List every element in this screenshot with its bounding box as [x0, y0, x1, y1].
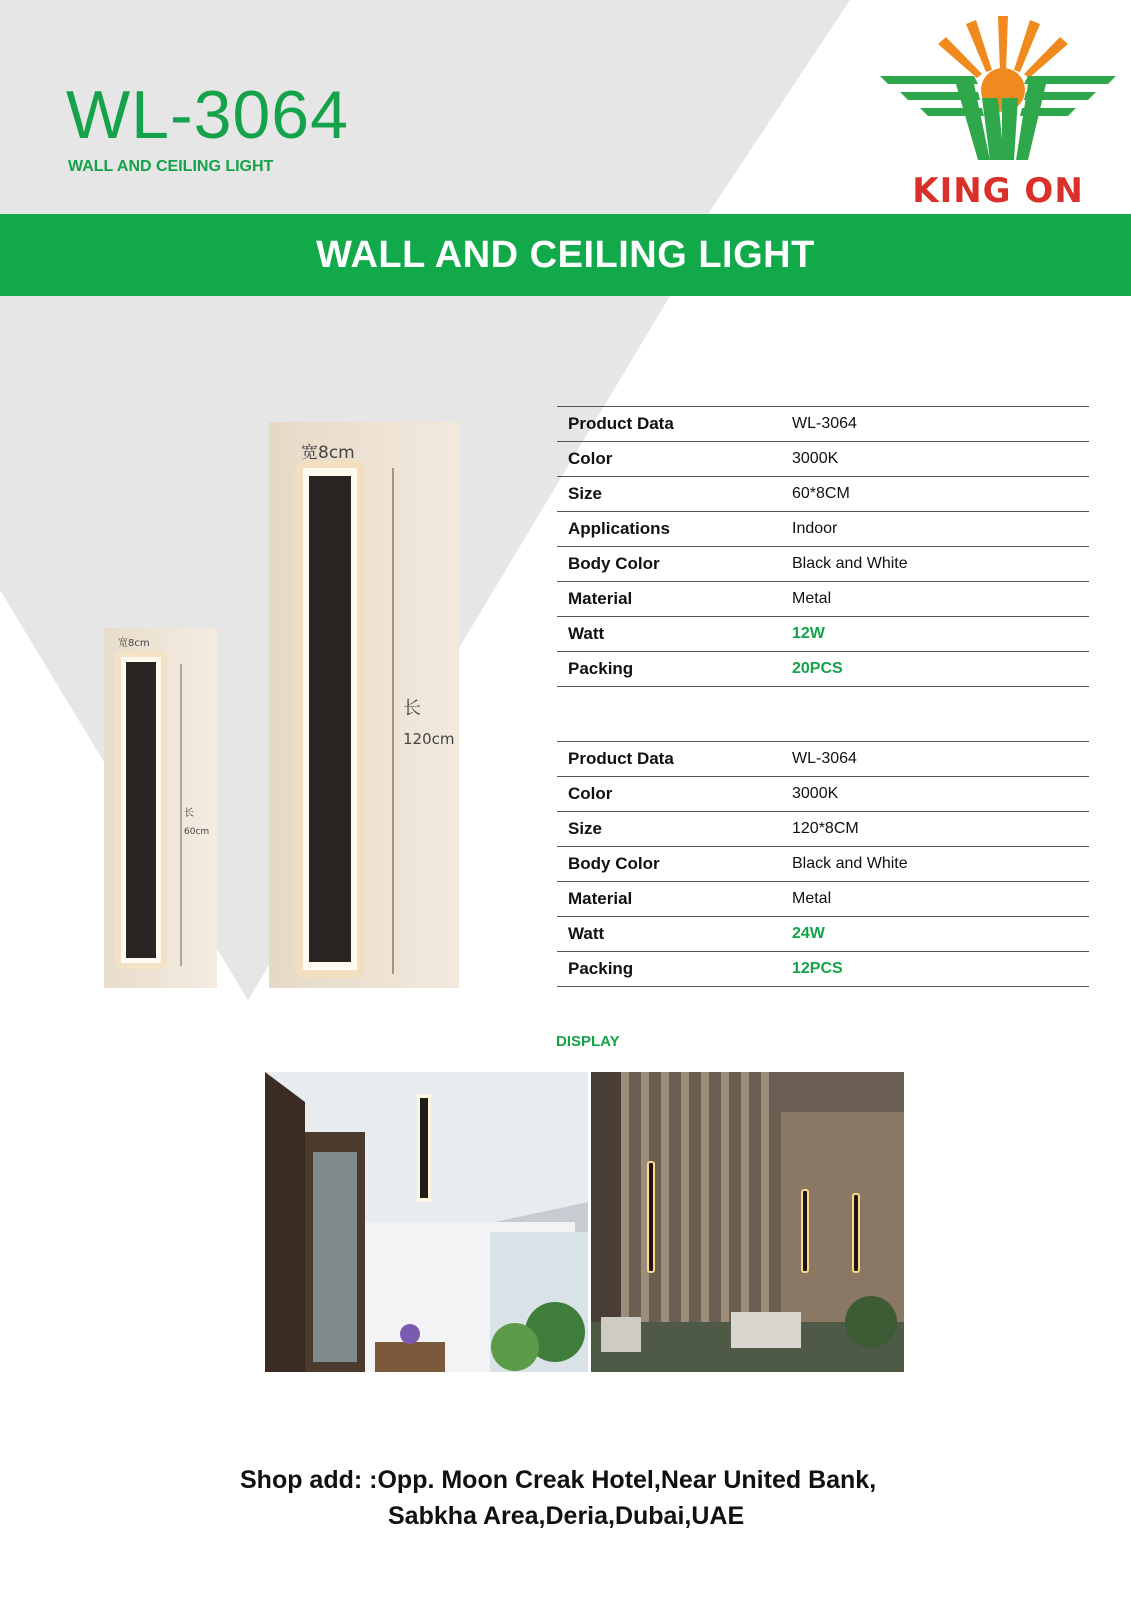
spec-value: Black and White — [781, 847, 1089, 882]
spec-value: 3000K — [781, 777, 1089, 812]
display-photo-wall — [591, 1072, 904, 1372]
spec-key: Body Color — [557, 847, 781, 882]
length-label-cn: 长 — [184, 808, 194, 819]
table-row — [557, 617, 1089, 652]
spec-value-watt: 24W — [781, 917, 1089, 952]
table-row — [557, 917, 1089, 952]
product-image-120cm — [269, 422, 459, 988]
table-row — [557, 777, 1089, 812]
table-row — [557, 547, 1089, 582]
spec-value: 120*8CM — [781, 812, 1089, 847]
table-row — [557, 742, 1089, 777]
spec-key: Watt — [557, 617, 781, 652]
spec-value: 60*8CM — [781, 477, 1089, 512]
spec-value: Black and White — [781, 547, 1089, 582]
spec-key: Size — [557, 477, 781, 512]
table-row — [557, 442, 1089, 477]
king-on-logo — [878, 10, 1118, 210]
spec-value: 3000K — [781, 442, 1089, 477]
spec-table-60cm — [557, 406, 1089, 687]
length-label: 120cm — [403, 730, 455, 748]
spec-value-packing: 12PCS — [781, 952, 1089, 987]
display-photo-ceiling — [265, 1072, 588, 1372]
width-label: 宽8cm — [118, 638, 150, 649]
address-line-2: Sabkha Area,Deria,Dubai,UAE — [388, 1502, 745, 1530]
shop-address — [240, 1462, 876, 1534]
spec-key: Size — [557, 812, 781, 847]
spec-key: Material — [557, 882, 781, 917]
spec-key: Color — [557, 442, 781, 477]
table-row — [557, 512, 1089, 547]
spec-value: Indoor — [781, 512, 1089, 547]
spec-key: Body Color — [557, 547, 781, 582]
table-row — [557, 847, 1089, 882]
model-number-title: WL-3064 — [66, 77, 349, 153]
spec-value: Metal — [781, 882, 1089, 917]
display-label: DISPLAY — [556, 1033, 620, 1050]
table-row — [557, 407, 1089, 442]
spec-key: Color — [557, 777, 781, 812]
title-banner — [0, 214, 1131, 296]
table-row — [557, 812, 1089, 847]
table-row — [557, 952, 1089, 987]
length-label: 60cm — [184, 827, 210, 837]
banner-title: WALL AND CEILING LIGHT — [316, 233, 815, 276]
address-line-1: Shop add: :Opp. Moon Creak Hotel,Near United Bank, — [240, 1466, 877, 1494]
spec-value-watt: 12W — [781, 617, 1089, 652]
spec-key: Packing — [557, 652, 781, 687]
spec-value: Metal — [781, 582, 1089, 617]
spec-table-120cm — [557, 741, 1089, 987]
spec-key: Material — [557, 582, 781, 617]
model-subtitle: WALL AND CEILING LIGHT — [68, 158, 274, 175]
width-label: 宽8cm — [301, 443, 355, 463]
spec-value: WL-3064 — [781, 407, 1089, 442]
length-label-cn: 长 — [403, 698, 421, 719]
table-row — [557, 477, 1089, 512]
spec-key: Product Data — [557, 407, 781, 442]
spec-key: Watt — [557, 917, 781, 952]
brand-name: KING ON — [912, 171, 1084, 210]
spec-key: Applications — [557, 512, 781, 547]
table-row — [557, 882, 1089, 917]
spec-value: WL-3064 — [781, 742, 1089, 777]
spec-key: Product Data — [557, 742, 781, 777]
spec-value-packing: 20PCS — [781, 652, 1089, 687]
spec-key: Packing — [557, 952, 781, 987]
table-row — [557, 652, 1089, 687]
table-row — [557, 582, 1089, 617]
product-image-60cm — [104, 628, 217, 988]
